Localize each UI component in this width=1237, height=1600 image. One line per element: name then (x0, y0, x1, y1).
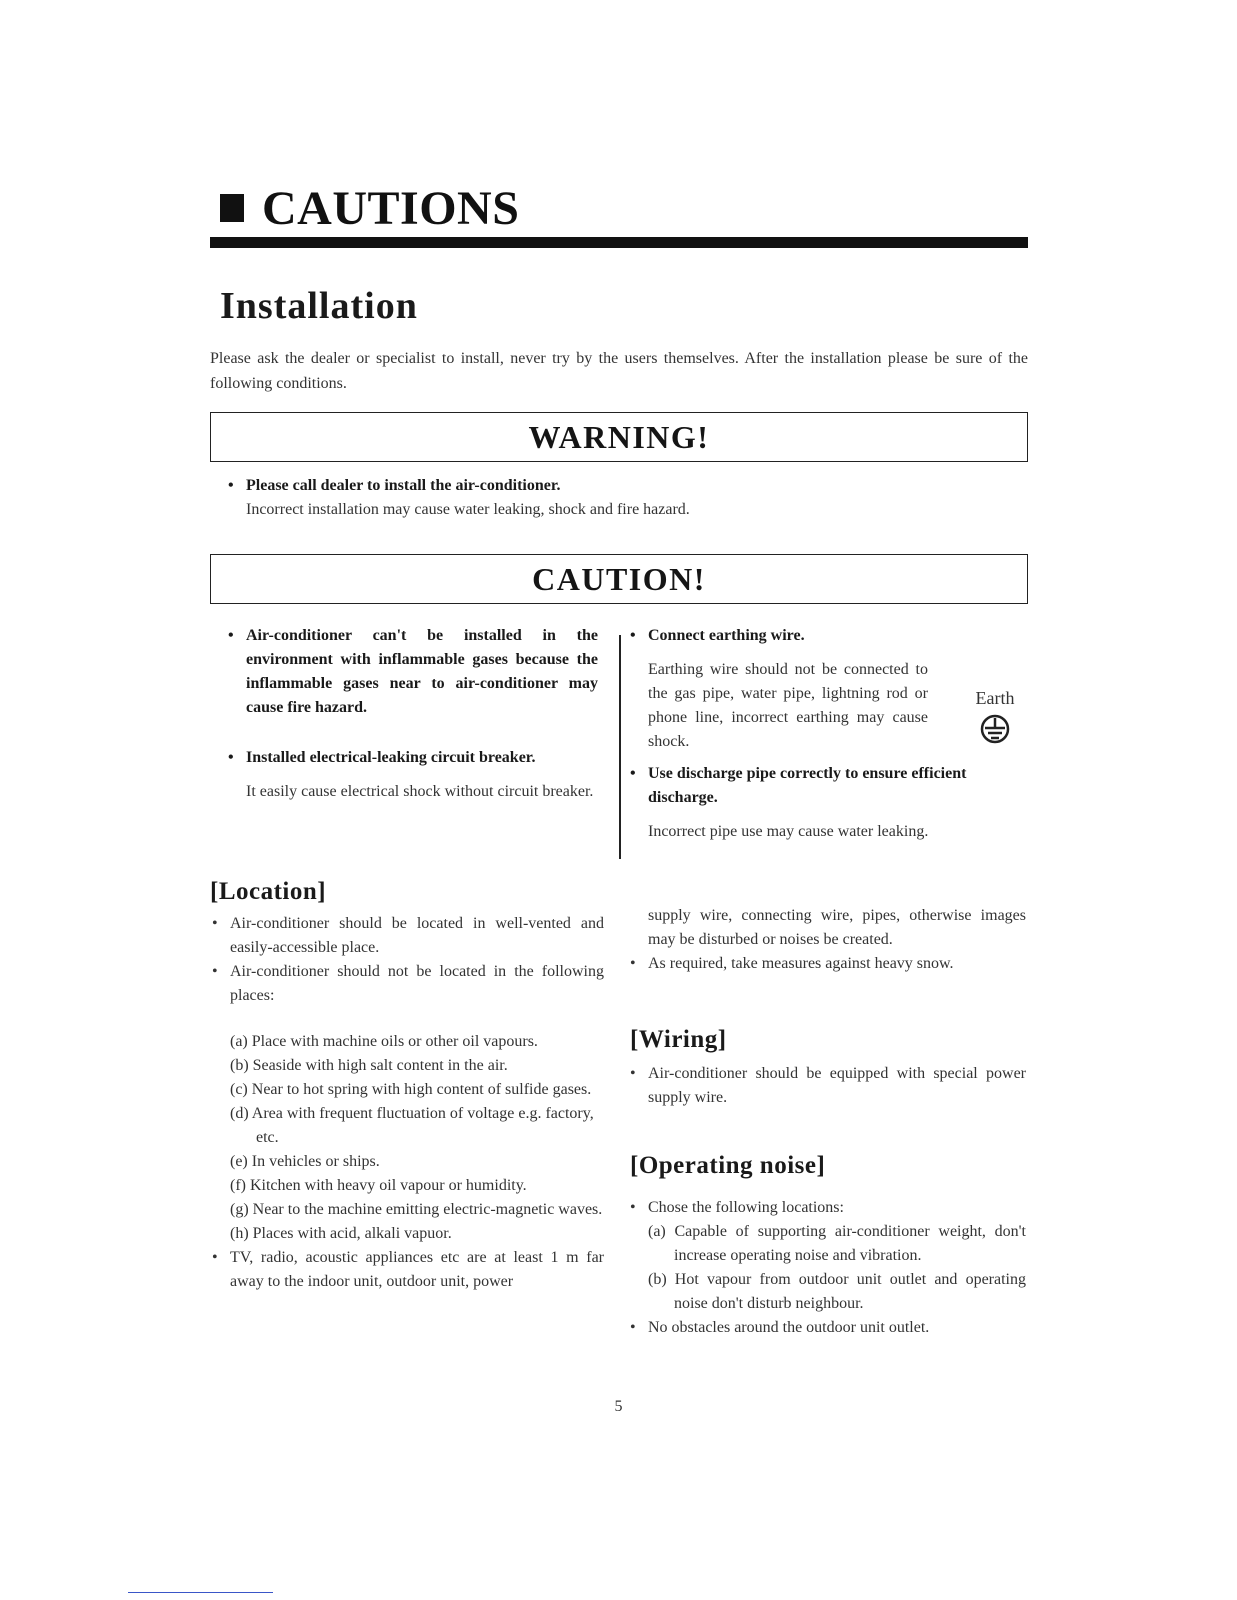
title-underline (210, 237, 1028, 248)
earth-label: Earth (975, 688, 1015, 708)
wiring-heading: [Wiring] (630, 1026, 727, 1053)
page-number: 5 (614, 1398, 623, 1415)
caution-item-earth-title: • Connect earthing wire. (630, 624, 1018, 648)
wiring-list (630, 1062, 1026, 1110)
place-item: (a) Place with machine oils or other oil vapours. (230, 1033, 538, 1050)
warning-box (210, 412, 1028, 462)
location-continued-text: supply wire, connecting wire, pipes, otherwise images may be disturbed or noises be created. (648, 907, 1026, 948)
place-item: (c) Near to hot spring with high content of sulfide gases. (230, 1081, 592, 1098)
place-item: (g) Near to the machine emitting electric-magnetic waves. (230, 1201, 603, 1218)
caution-item-breaker-text: It easily cause electrical shock without circuit breaker. (246, 783, 594, 800)
column-divider (619, 635, 621, 859)
location-continued (630, 904, 1026, 976)
warning-item (228, 474, 1008, 522)
place-item: (e) In vehicles or ships. (230, 1153, 380, 1170)
section-title-installation: Installation (220, 285, 418, 327)
caution-item-inflammable: • Air-conditioner can't be installed in the environment with inflammable gases because the inflammable gases near to air-conditioner may cause fire hazard. (228, 624, 598, 720)
location-bullet-tv: • TV, radio, acoustic appliances etc are at least 1 m far away to the indoor unit, outdoor unit, power (212, 1246, 604, 1294)
place-item: (f) Kitchen with heavy oil vapour or humidity. (230, 1177, 527, 1194)
wiring-bullet-supply: • Air-conditioner should be equipped with special power supply wire. (630, 1062, 1026, 1110)
location-bullet-not-located: • Air-conditioner should not be located in the following places: (212, 960, 604, 1008)
warning-heading: WARNING! (528, 418, 710, 455)
caution-heading: CAUTION! (532, 560, 706, 597)
warning-item-title: • Please call dealer to install the air-conditioner. (228, 474, 1008, 498)
caution-left-column (228, 624, 598, 804)
location-list (212, 912, 604, 1294)
location-places (212, 1030, 604, 1246)
place-item: (d) Area with frequent fluctuation of voltage e.g. factory, etc. (230, 1105, 594, 1146)
place-item: (h) Places with acid, alkali vapuor. (230, 1225, 452, 1242)
warning-item-text: Incorrect installation may cause water leaking, shock and fire hazard. (246, 501, 690, 518)
noise-heading: [Operating noise] (630, 1152, 826, 1179)
location-heading: [Location] (210, 878, 327, 905)
caution-item-discharge-title: • Use discharge pipe correctly to ensure efficient discharge. (630, 762, 1018, 810)
place-item: (b) Seaside with high salt content in the air. (230, 1057, 508, 1074)
caution-box (210, 554, 1028, 604)
noise-list (630, 1196, 1026, 1340)
caution-item-breaker-title: • Installed electrical-leaking circuit breaker. (228, 746, 598, 770)
noise-sub-a: (a) Capable of supporting air-conditioner weight, don't increase operating noise and vibration. (648, 1223, 1026, 1264)
installation-intro: Please ask the dealer or specialist to install, never try by the users themselves. After the installation please be sure of the following conditions. (210, 350, 1028, 392)
noise-bullet-locations: • Chose the following locations: (630, 1196, 1026, 1220)
earth-symbol (960, 688, 1030, 750)
page-title: CAUTIONS (262, 181, 520, 235)
caution-item-earth-text: Earthing wire should not be connected to the gas pipe, water pipe, lightning rod or phone line, incorrect earthing may cause shock. (648, 661, 928, 750)
location-bullet-vented: • Air-conditioner should be located in well-vented and easily-accessible place. (212, 912, 604, 960)
footer-rule (128, 1592, 273, 1593)
noise-sub-b: (b) Hot vapour from outdoor unit outlet and operating noise don't disturb neighbour. (648, 1271, 1026, 1312)
heading-square-icon (220, 194, 244, 222)
caution-item-discharge-text: Incorrect pipe use may cause water leaking. (648, 823, 929, 840)
page-heading (220, 180, 519, 236)
location-bullet-snow: • As required, take measures against heavy snow. (630, 952, 1026, 976)
ground-icon (979, 713, 1011, 745)
noise-bullet-obstacles: • No obstacles around the outdoor unit outlet. (630, 1316, 1026, 1340)
